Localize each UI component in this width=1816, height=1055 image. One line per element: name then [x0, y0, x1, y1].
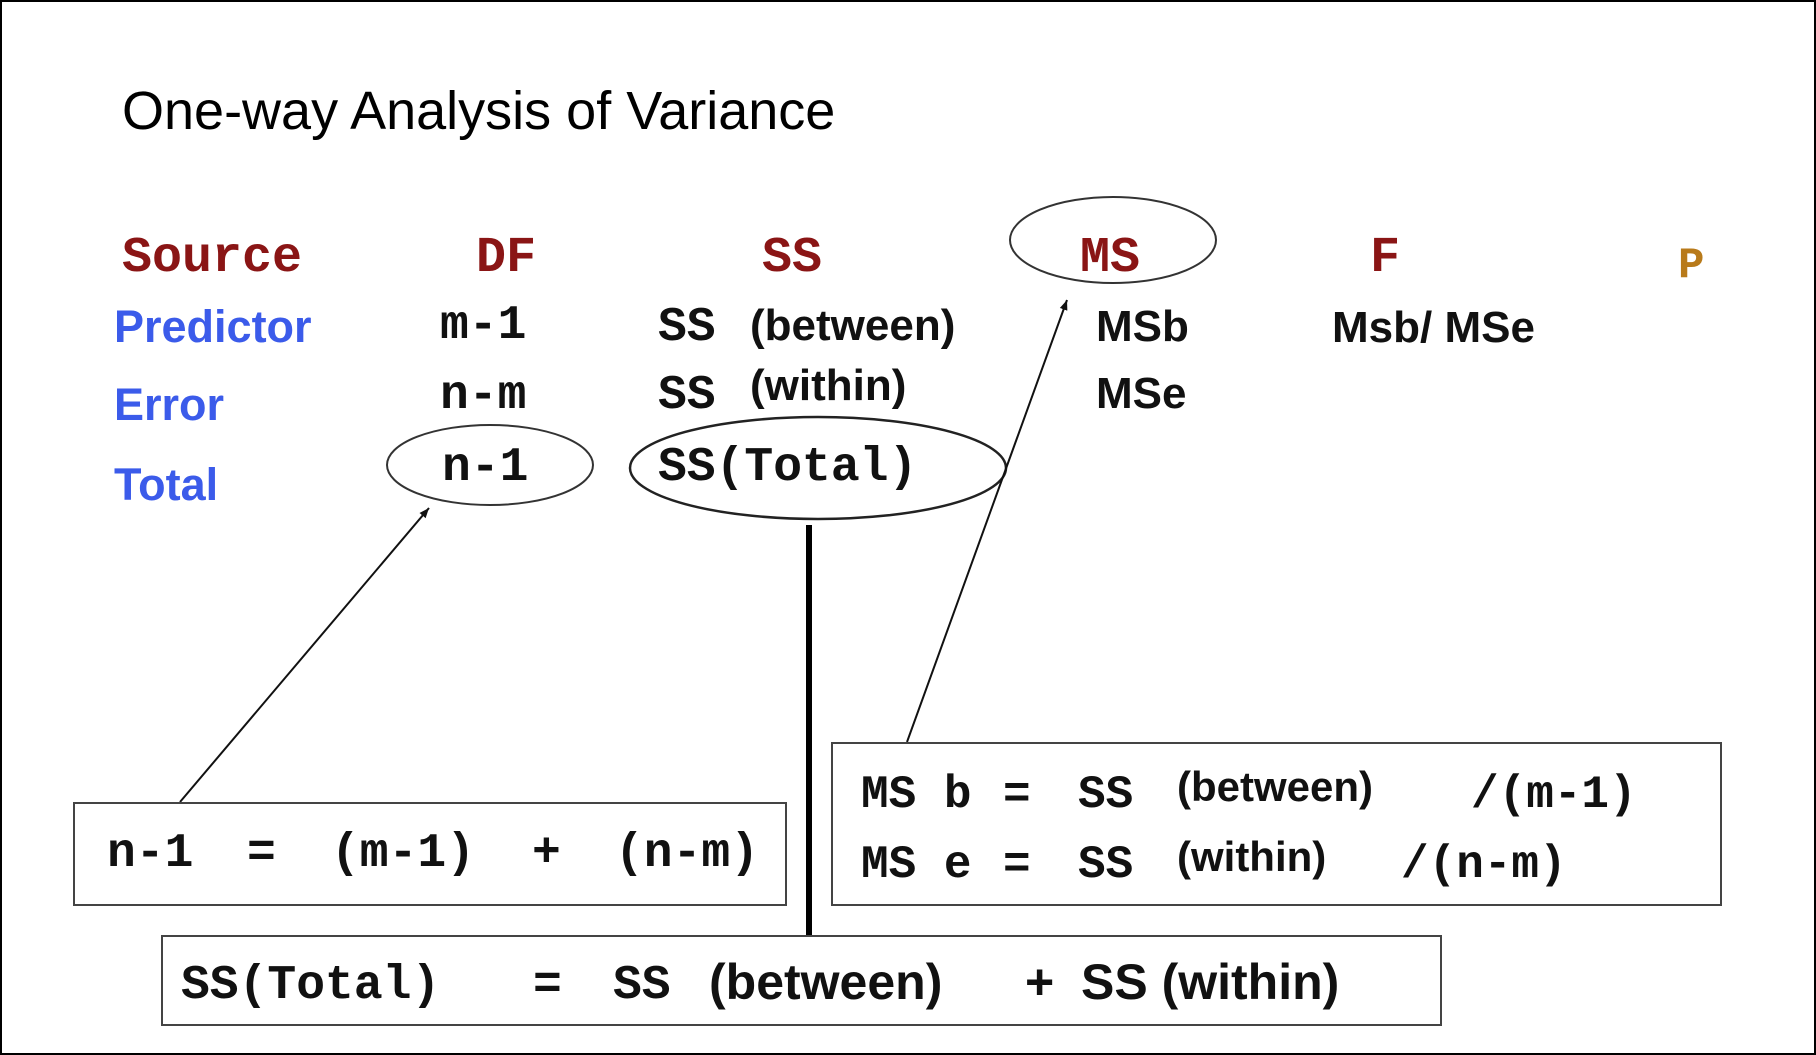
df-formula-term2: (n-m) [615, 827, 760, 881]
ss-formula-box [161, 935, 1442, 1026]
arrow-to-ms-between [907, 300, 1067, 742]
df-error: n-m [440, 369, 527, 423]
ss-error-within: (within) [750, 361, 907, 410]
f-ratio: Msb/ MSe [1332, 303, 1535, 352]
df-formula-lhs: n-1 [107, 827, 194, 881]
mse-formula-div: /(n-m) [1401, 839, 1567, 891]
df-formula-term1: (m-1) [331, 827, 476, 881]
msb-formula-ss: SS [1078, 769, 1134, 821]
ss-total: SS(Total) [658, 441, 918, 495]
df-total: n-1 [442, 441, 529, 495]
row-label-error: Error [114, 379, 225, 430]
ms-header-ellipse [1010, 197, 1216, 287]
mse-formula-within: (within) [1177, 833, 1327, 880]
msb-formula-div: /(m-1) [1471, 769, 1637, 821]
header-ss: SS [762, 230, 823, 287]
df-formula-eq: = [247, 827, 276, 881]
df-predictor: m-1 [440, 299, 527, 353]
mse-formula-ss: SS [1078, 839, 1134, 891]
ss-formula-within: SS (within) [1081, 954, 1340, 1010]
page-title: One-way Analysis of Variance [122, 81, 836, 141]
msb-formula-lhs: MS b [861, 769, 972, 821]
ss-formula-ss: SS [613, 959, 671, 1013]
ms-error: MSe [1096, 369, 1187, 418]
ms-formula-box [831, 742, 1722, 906]
ss-total-ellipse [630, 417, 1006, 519]
ss-formula-between: (between) [709, 954, 943, 1010]
ms-between: MSb [1096, 302, 1189, 351]
ss-predictor-prefix: SS [658, 301, 716, 355]
ss-error-prefix: SS [658, 369, 716, 423]
df-formula-box [73, 802, 787, 906]
df-formula-plus: + [532, 827, 561, 881]
mse-formula-eq: = [1003, 839, 1031, 891]
arrow-to-df-total [180, 508, 429, 802]
msb-formula-between: (between) [1177, 763, 1374, 810]
df-total-ellipse [387, 425, 593, 505]
ss-formula-plus: + [1025, 954, 1055, 1010]
row-label-predictor: Predictor [114, 301, 312, 352]
header-df: DF [476, 230, 537, 287]
header-f: F [1370, 230, 1401, 287]
ss-formula-eq: = [533, 959, 562, 1013]
row-label-total: Total [114, 459, 219, 510]
ss-predictor-between: (between) [750, 301, 956, 350]
mse-formula-lhs: MS e [861, 839, 972, 891]
header-source: Source [122, 230, 303, 287]
header-p: P [1678, 241, 1705, 291]
msb-formula-eq: = [1003, 769, 1031, 821]
ss-formula-lhs: SS(Total) [181, 959, 441, 1013]
header-ms: MS [1080, 230, 1141, 287]
